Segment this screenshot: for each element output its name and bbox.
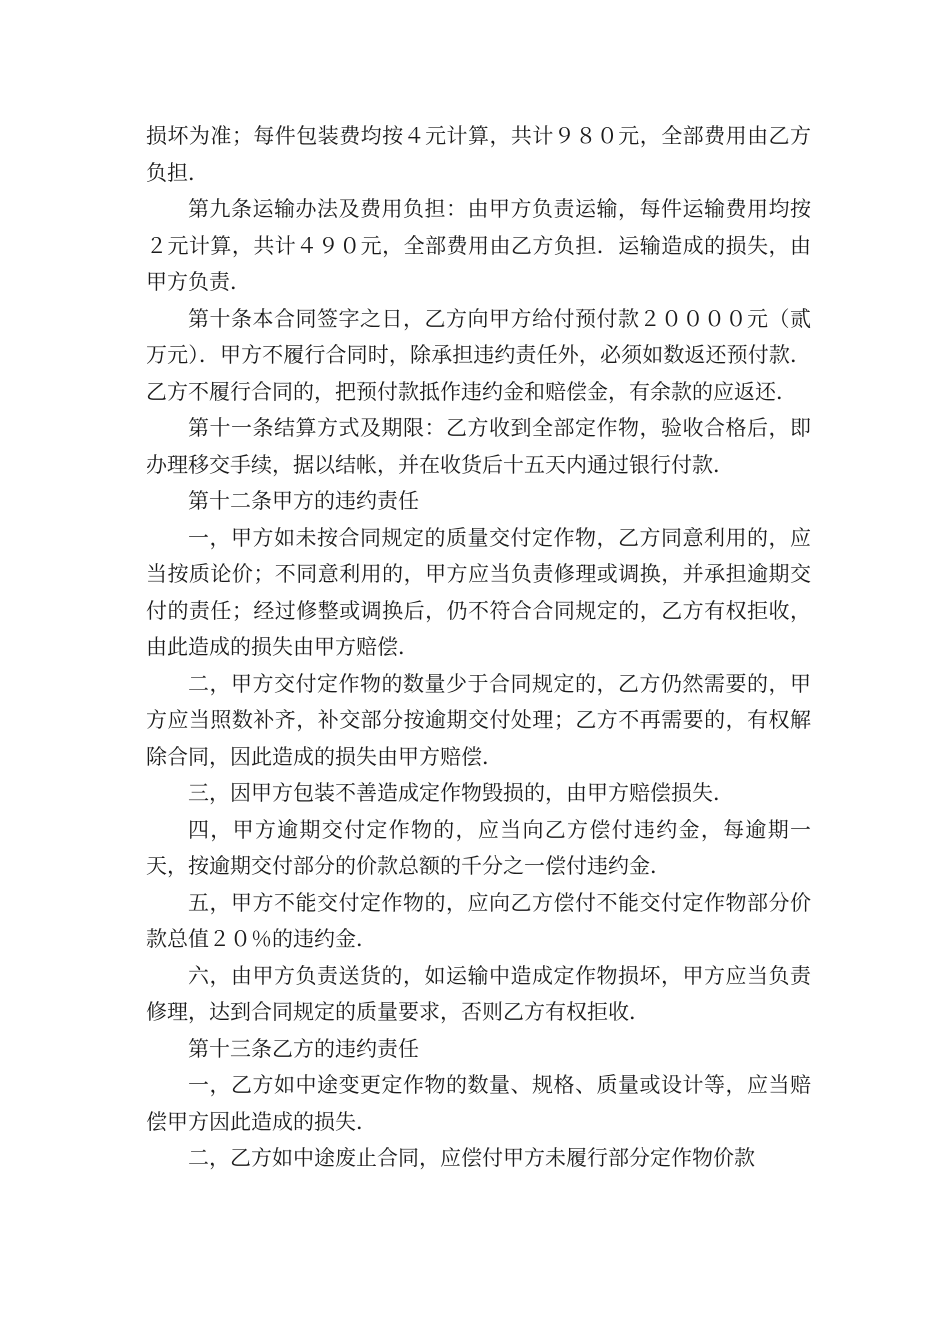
paragraph-article-11: 第十一条结算方式及期限：乙方收到全部定作物，验收合格后，即办理移交手续，据以结帐，并在收货后十五天内通过银行付款． — [146, 416, 811, 477]
paragraph-article-12-item-1: 一，甲方如未按合同规定的质量交付定作物，乙方同意利用的，应当按质论价；不同意利用的，甲方应当负责修理或调换，并承担逾期交付的责任；经过修整或调换后，仍不符合合同规定的，乙方有权拒收，由此造成的损失由甲方赔偿． — [146, 525, 811, 659]
heading-article-13: 第十三条乙方的违约责任 — [188, 1036, 419, 1061]
paragraph-article-13-item-2: 二，乙方如中途废止合同，应偿付甲方未履行部分定作物价款 — [188, 1146, 755, 1170]
contract-body — [146, 118, 811, 1177]
paragraph-packaging-fee: 损坏为准；每件包装费均按４元计算，共计９８０元，全部费用由乙方负担． — [146, 124, 811, 185]
paragraph-article-12-item-5: 五，甲方不能交付定作物的，应向乙方偿付不能交付定作物部分价款总值２０％的违约金． — [146, 890, 811, 951]
paragraph-article-13-item-1: 一，乙方如中途变更定作物的数量、规格、质量或设计等，应当赔偿甲方因此造成的损失． — [146, 1073, 811, 1134]
paragraph-article-12-item-4: 四，甲方逾期交付定作物的，应当向乙方偿付违约金，每逾期一天，按逾期交付部分的价款总额的千分之一偿付违约金． — [146, 817, 811, 878]
paragraph-article-12-item-3: 三，因甲方包装不善造成定作物毁损的，由甲方赔偿损失． — [188, 781, 734, 805]
paragraph-article-9: 第九条运输办法及费用负担：由甲方负责运输，每件运输费用均按２元计算，共计４９０元，全部费用由乙方负担．运输造成的损失，由甲方负责． — [146, 197, 811, 294]
heading-article-12: 第十二条甲方的违约责任 — [188, 489, 419, 513]
paragraph-article-12-item-2: 二，甲方交付定作物的数量少于合同规定的，乙方仍然需要的，甲方应当照数补齐，补交部分按逾期交付处理；乙方不再需要的，有权解除合同，因此造成的损失由甲方赔偿． — [146, 671, 811, 769]
paragraph-article-12-item-6: 六，由甲方负责送货的，如运输中造成定作物损坏，甲方应当负责修理，达到合同规定的质量要求，否则乙方有权拒收． — [146, 963, 811, 1024]
paragraph-article-10: 第十条本合同签字之日，乙方向甲方给付预付款２００００元（贰万元）．甲方不履行合同时，除承担违约责任外，必须如数返还预付款．乙方不履行合同的，把预付款抵作违约金和赔偿金，有余款的应返还． — [146, 306, 811, 404]
